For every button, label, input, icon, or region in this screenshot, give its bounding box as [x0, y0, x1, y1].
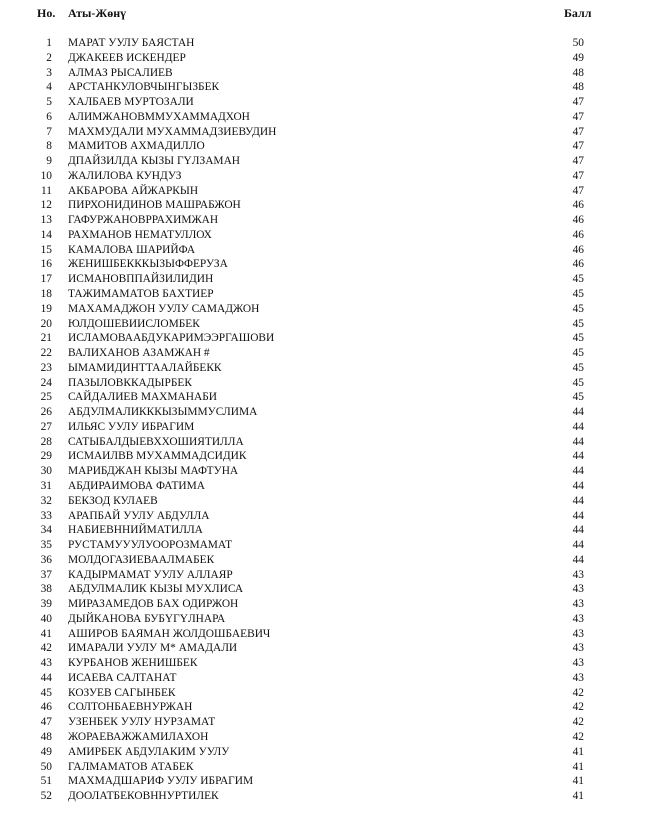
- row-score: 45: [572, 302, 584, 315]
- row-name: НАБИЕВННИЙМАТИЛЛА: [68, 524, 203, 537]
- row-name: АМИРБЕК АБДУЛАКИМ УУЛУ: [68, 745, 230, 758]
- row-number: 39: [40, 598, 52, 611]
- column-header-score: Балл: [564, 6, 592, 20]
- row-name: РУСТАМУУУЛУООРОЗМАМАТ: [68, 539, 233, 552]
- row-name: АРАПБАЙ УУЛУ АБДУЛЛА: [68, 509, 210, 522]
- row-name: ГАЛМАМАТОВ АТАБЕК: [68, 760, 194, 773]
- row-score: 47: [572, 96, 584, 109]
- row-name: ЮЛДОШЕВИИСЛОМБЕК: [68, 317, 200, 330]
- row-number: 48: [40, 730, 52, 743]
- row-score: 47: [572, 155, 584, 168]
- row-number: 17: [40, 273, 52, 286]
- row-number: 38: [40, 583, 52, 596]
- table-row: [0, 582, 665, 597]
- row-number: 6: [46, 110, 52, 123]
- row-name: АРСТАНКУЛОВЧЫНГЫЗБЕК: [68, 81, 220, 94]
- table-row: [0, 361, 665, 376]
- table-row: [0, 479, 665, 494]
- row-score: 46: [572, 199, 584, 212]
- table-row: [0, 760, 665, 775]
- row-score: 44: [572, 494, 584, 507]
- row-score: 45: [572, 376, 584, 389]
- table-row: [0, 213, 665, 228]
- row-number: 35: [40, 539, 52, 552]
- row-score: 44: [572, 450, 584, 463]
- row-score: 45: [572, 317, 584, 330]
- row-number: 5: [46, 96, 52, 109]
- row-name: ПИРХОНИДИНОВ МАШРАБЖОН: [68, 199, 241, 212]
- row-score: 41: [572, 790, 584, 803]
- row-score: 45: [572, 361, 584, 374]
- row-score: 41: [572, 775, 584, 788]
- table-row: [0, 317, 665, 332]
- row-number: 34: [40, 524, 52, 537]
- row-number: 43: [40, 657, 52, 670]
- row-score: 43: [572, 671, 584, 684]
- row-number: 10: [40, 169, 52, 182]
- table-row: [0, 184, 665, 199]
- row-name: МАХАМАДЖОН УУЛУ САМАДЖОН: [68, 302, 260, 315]
- row-number: 20: [40, 317, 52, 330]
- table-row: [0, 125, 665, 140]
- column-header-name: Аты-Жөнү: [68, 6, 127, 20]
- row-name: ДЖАКЕЕВ ИСКЕНДЕР: [68, 51, 186, 64]
- row-score: 41: [572, 760, 584, 773]
- row-score: 45: [572, 391, 584, 404]
- row-number: 8: [46, 140, 52, 153]
- row-score: 46: [572, 258, 584, 271]
- row-number: 28: [40, 435, 52, 448]
- row-score: 47: [572, 140, 584, 153]
- table-row: [0, 139, 665, 154]
- row-score: 42: [572, 701, 584, 714]
- table-row: [0, 671, 665, 686]
- row-score: 42: [572, 730, 584, 743]
- row-number: 15: [40, 243, 52, 256]
- row-score: 46: [572, 228, 584, 241]
- table-row: [0, 405, 665, 420]
- row-number: 52: [40, 790, 52, 803]
- table-row: [0, 745, 665, 760]
- table-row: [0, 774, 665, 789]
- row-score: 44: [572, 435, 584, 448]
- row-name: МАРАТ УУЛУ БАЯСТАН: [68, 37, 195, 49]
- row-number: 11: [41, 184, 52, 197]
- row-score: 44: [572, 509, 584, 522]
- row-score: 43: [572, 583, 584, 596]
- row-name: МАМИТОВ АХМАДИЛЛО: [68, 140, 205, 153]
- row-name: ИЛЬЯС УУЛУ ИБРАГИМ: [68, 420, 195, 433]
- row-name: САЙДАЛИЕВ МАХМАНАБИ: [68, 391, 217, 404]
- table-row: [0, 538, 665, 553]
- row-name: МИРАЗАМЕДОВ БАХ ОДИРЖОН: [68, 598, 239, 611]
- table-row: [0, 36, 665, 51]
- row-number: 25: [40, 391, 52, 404]
- row-number: 4: [46, 81, 52, 94]
- row-number: 37: [40, 568, 52, 581]
- table-row: [0, 243, 665, 258]
- row-score: 48: [572, 66, 584, 79]
- row-name: ВАЛИХАНОВ АЗАМЖАН #: [68, 347, 210, 360]
- row-number: 23: [40, 361, 52, 374]
- row-name: ЫМАМИДИНТТААЛАЙБЕКК: [68, 361, 222, 374]
- row-name: АШИРОВ БАЯМАН ЖОЛДОШБАЕВИЧ: [68, 627, 271, 640]
- row-name: МАХМУДАЛИ МУХАММАДЗИЕВУДИН: [68, 125, 277, 138]
- table-row: [0, 331, 665, 346]
- row-score: 45: [572, 273, 584, 286]
- row-number: 26: [40, 406, 52, 419]
- row-number: 51: [40, 775, 52, 788]
- row-score: 43: [572, 642, 584, 655]
- row-score: 46: [572, 243, 584, 256]
- row-number: 40: [40, 612, 52, 625]
- row-name: ГАФУРЖАНОВРРАХИМЖАН: [68, 214, 219, 227]
- row-score: 43: [572, 657, 584, 670]
- table-row: [0, 228, 665, 243]
- row-name: КАДЫРМАМАТ УУЛУ АЛЛАЯР: [68, 568, 233, 581]
- table-row: [0, 568, 665, 583]
- row-number: 32: [40, 494, 52, 507]
- table-row: [0, 80, 665, 95]
- row-name: ЖЕНИШБЕКККЫЗЫФФЕРУЗА: [68, 258, 228, 271]
- row-name: АБДИРАИМОВА ФАТИМА: [68, 479, 206, 492]
- table-row: [0, 627, 665, 642]
- row-score: 44: [572, 465, 584, 478]
- row-number: 36: [40, 553, 52, 566]
- row-name: ИСЛАМОВААБДУКАРИМЭЭРГАШОВИ: [68, 332, 275, 345]
- table-row: [0, 95, 665, 110]
- row-name: АЛИМЖАНОВММУХАММАДХОН: [68, 110, 250, 123]
- row-score: 44: [572, 524, 584, 537]
- row-number: 33: [40, 509, 52, 522]
- row-name: БЕКЗОД КУЛАЕВ: [68, 494, 158, 507]
- row-number: 46: [40, 701, 52, 714]
- row-name: ИСМАНОВППАЙЗИЛИДИН: [68, 273, 214, 286]
- table-row: [0, 656, 665, 671]
- table-row: [0, 66, 665, 81]
- table-header: [0, 6, 665, 24]
- row-score: 50: [572, 37, 584, 49]
- row-number: 27: [40, 420, 52, 433]
- table-row: [0, 464, 665, 479]
- row-number: 13: [40, 214, 52, 227]
- row-name: ИСМАИЛВВ МУХАММАДСИДИК: [68, 450, 247, 463]
- table-row: [0, 715, 665, 730]
- row-name: АБДУЛМАЛИКККЫЗЫММУСЛИМА: [68, 406, 258, 419]
- row-score: 43: [572, 598, 584, 611]
- row-score: 41: [572, 745, 584, 758]
- row-name: ДПАЙЗИЛДА КЫЗЫ ГҮЛЗАМАН: [68, 155, 241, 168]
- table-row: [0, 390, 665, 405]
- column-header-no: Но.: [37, 6, 56, 20]
- row-number: 44: [40, 671, 52, 684]
- row-name: ИМАРАЛИ УУЛУ М* АМАДАЛИ: [68, 642, 238, 655]
- table-row: [0, 169, 665, 184]
- row-number: 18: [40, 288, 52, 301]
- row-number: 50: [40, 760, 52, 773]
- row-number: 19: [40, 302, 52, 315]
- row-score: 42: [572, 686, 584, 699]
- row-number: 21: [40, 332, 52, 345]
- row-score: 43: [572, 612, 584, 625]
- row-name: КОЗУЕВ САГЫНБЕК: [68, 686, 176, 699]
- row-name: КАМАЛОВА ШАРИЙФА: [68, 243, 196, 256]
- row-score: 43: [572, 627, 584, 640]
- table-row: [0, 435, 665, 450]
- table-row: [0, 700, 665, 715]
- row-score: 47: [572, 110, 584, 123]
- row-number: 12: [40, 199, 52, 212]
- row-number: 1: [46, 37, 52, 49]
- table-row: [0, 686, 665, 701]
- row-name: ТАЖИМАМАТОВ БАХТИЕР: [68, 288, 214, 301]
- table-row: [0, 449, 665, 464]
- row-number: 30: [40, 465, 52, 478]
- row-score: 49: [572, 51, 584, 64]
- row-name: МОЛДОГАЗИЕВААЛМАБЕК: [68, 553, 215, 566]
- table-row: [0, 597, 665, 612]
- row-name: САТЫБАЛДЫЕВХХОШИЯТИЛЛА: [68, 435, 244, 448]
- table-row: [0, 509, 665, 524]
- table-row: [0, 641, 665, 656]
- row-number: 16: [40, 258, 52, 271]
- row-number: 2: [46, 51, 52, 64]
- row-number: 24: [40, 376, 52, 389]
- row-score: 44: [572, 539, 584, 552]
- table-row: [0, 376, 665, 391]
- row-number: 31: [40, 479, 52, 492]
- row-name: МАРИБДЖАН КЫЗЫ МАФТУНА: [68, 465, 239, 478]
- row-score: 44: [572, 406, 584, 419]
- row-number: 14: [40, 228, 52, 241]
- row-number: 47: [40, 716, 52, 729]
- row-score: 45: [572, 288, 584, 301]
- table-row: [0, 302, 665, 317]
- row-name: ДЫЙКАНОВА БУБҮГҮЛНАРА: [68, 612, 226, 625]
- row-name: ПАЗЫЛОВККАДЫРБЕК: [68, 376, 192, 389]
- table-row: [0, 154, 665, 169]
- row-number: 45: [40, 686, 52, 699]
- row-name: УЗЕНБЕК УУЛУ НУРЗАМАТ: [68, 716, 216, 729]
- table-row: [0, 523, 665, 538]
- table-row: [0, 730, 665, 745]
- row-score: 44: [572, 420, 584, 433]
- row-number: 9: [46, 155, 52, 168]
- row-score: 47: [572, 169, 584, 182]
- table-row: [0, 272, 665, 287]
- row-name: ЖОРАЕВАЖЖАМИЛАХОН: [68, 730, 209, 743]
- row-name: ДООЛАТБЕКОВННУРТИЛЕК: [68, 790, 219, 803]
- table-row: [0, 789, 665, 804]
- row-name: МАХМАДШАРИФ УУЛУ ИБРАГИМ: [68, 775, 254, 788]
- row-name: ХАЛБАЕВ МУРТОЗАЛИ: [68, 96, 194, 109]
- table-row: [0, 51, 665, 66]
- table-body: [0, 36, 665, 804]
- row-score: 47: [572, 125, 584, 138]
- table-row: [0, 553, 665, 568]
- row-number: 7: [46, 125, 52, 138]
- row-number: 29: [40, 450, 52, 463]
- row-score: 42: [572, 716, 584, 729]
- row-score: 45: [572, 332, 584, 345]
- row-number: 49: [40, 745, 52, 758]
- row-name: РАХМАНОВ НЕМАТУЛЛОХ: [68, 228, 212, 241]
- table-row: [0, 110, 665, 125]
- row-number: 42: [40, 642, 52, 655]
- row-name: КУРБАНОВ ЖЕНИШБЕК: [68, 657, 198, 670]
- row-score: 46: [572, 214, 584, 227]
- row-number: 3: [46, 66, 52, 79]
- row-name: АБДУЛМАЛИК КЫЗЫ МУХЛИСА: [68, 583, 244, 596]
- row-score: 43: [572, 568, 584, 581]
- row-number: 41: [40, 627, 52, 640]
- table-row: [0, 198, 665, 213]
- row-score: 47: [572, 184, 584, 197]
- row-name: ИСАЕВА САЛТАНАТ: [68, 671, 177, 684]
- table-row: [0, 612, 665, 627]
- table-row: [0, 420, 665, 435]
- table-row: [0, 494, 665, 509]
- row-name: АКБАРОВА АЙЖАРКЫН: [68, 184, 199, 197]
- row-name: ЖАЛИЛОВА КУНДУЗ: [68, 169, 182, 182]
- row-score: 44: [572, 553, 584, 566]
- table-row: [0, 346, 665, 361]
- row-score: 44: [572, 479, 584, 492]
- row-score: 45: [572, 347, 584, 360]
- table-row: [0, 257, 665, 272]
- row-number: 22: [40, 347, 52, 360]
- table-row: [0, 287, 665, 302]
- row-name: АЛМАЗ РЫСАЛИЕВ: [68, 66, 173, 79]
- row-score: 48: [572, 81, 584, 94]
- row-name: СОЛТОНБАЕВНУРЖАН: [68, 701, 193, 714]
